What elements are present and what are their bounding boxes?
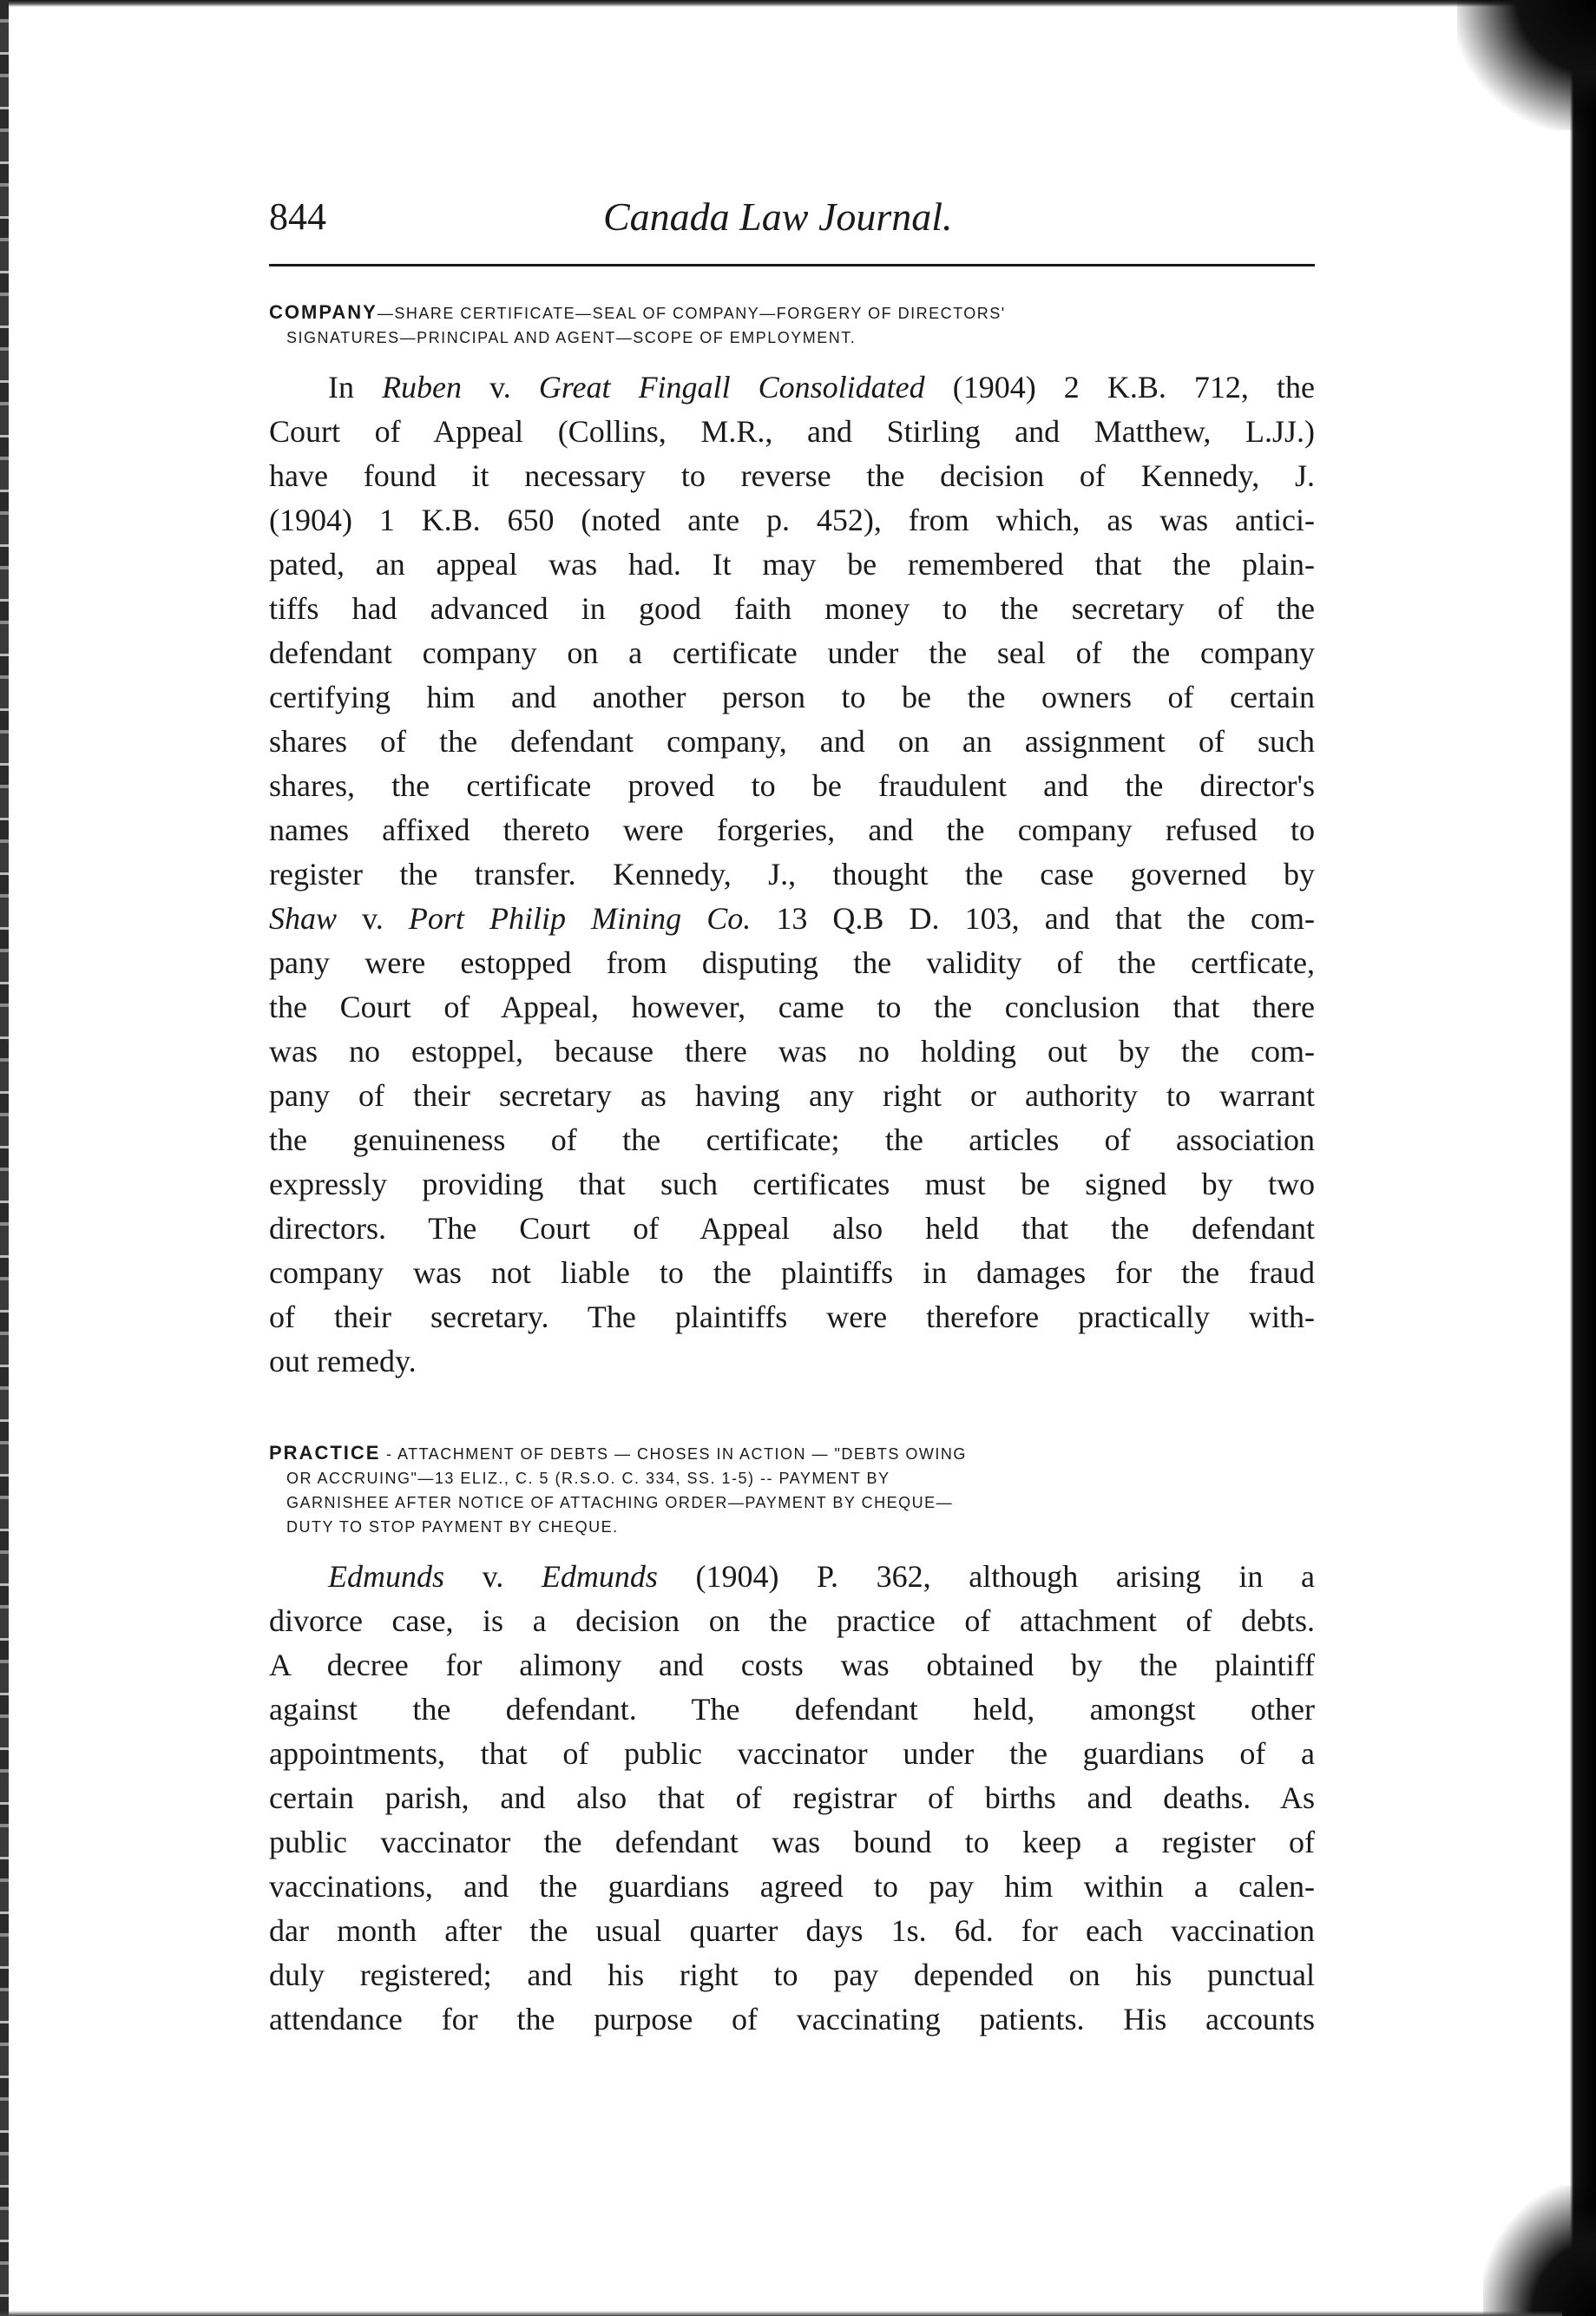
- body-line: attendance for the purpose of vaccinating patients. His accounts: [269, 2002, 1315, 2036]
- body-line: Shaw v. Port Philip Mining Co. 13 Q.B D. 103, and that the com-: [269, 901, 1315, 936]
- scan-edge-left: [0, 0, 9, 2316]
- section-heading-line: GARNISHEE AFTER NOTICE OF ATTACHING ORDER—PAYMENT BY CHEQUE—: [286, 1494, 954, 1511]
- body-line: have found it necessary to reverse the decision of Kennedy, J.: [269, 458, 1315, 493]
- case-name: Edmunds: [541, 1559, 658, 1594]
- case-name: Great Fingall Consolidated: [538, 370, 925, 405]
- section-body: [269, 365, 1315, 1384]
- body-line: appointments, that of public vaccinator under the guardians of a: [269, 1736, 1315, 1771]
- body-line: certifying him and another person to be the owners of certain: [269, 680, 1315, 714]
- body-line: names affixed thereto were forgeries, and the company refused to: [269, 813, 1315, 847]
- body-line: divorce case, is a decision on the practice of attachment of debts.: [269, 1603, 1315, 1638]
- page-number: 844: [269, 195, 326, 238]
- body-line: In Ruben v. Great Fingall Consolidated (1904) 2 K.B. 712, the: [328, 370, 1315, 405]
- scan-edge-right: [1561, 0, 1596, 2316]
- body-line: vaccinations, and the guardians agreed to pay him within a calen-: [269, 1869, 1315, 1904]
- case-name: Edmunds: [328, 1559, 444, 1594]
- body-line: shares, the certificate proved to be fraudulent and the director's: [269, 768, 1315, 803]
- body-line: expressly providing that such certificates must be signed by two: [269, 1167, 1315, 1201]
- section-heading: [269, 300, 1315, 350]
- section-company: [269, 300, 1315, 1384]
- scan-edge-top: [0, 0, 1562, 7]
- section-heading-line: DUTY TO STOP PAYMENT BY CHEQUE.: [286, 1518, 619, 1536]
- scan-edge-right-top: [1457, 0, 1596, 130]
- section-heading-lead: COMPANY: [269, 301, 378, 323]
- journal-title: Canada Law Journal.: [603, 194, 953, 239]
- body-line: pany of their secretary as having any right or authority to warrant: [269, 1078, 1315, 1113]
- body-line: defendant company on a certificate under the seal of the company: [269, 635, 1315, 670]
- scan-edge-right-bottom: [1483, 2186, 1596, 2316]
- body-line: the Court of Appeal, however, came to the conclusion that there: [269, 990, 1315, 1024]
- body-line: shares of the defendant company, and on an assignment of such: [269, 724, 1315, 759]
- journal-page: [269, 191, 1315, 2036]
- case-name: Port Philip Mining Co.: [408, 901, 752, 936]
- body-line: dar month after the usual quarter days 1s. 6d. for each vaccination: [269, 1913, 1315, 1948]
- body-line: (1904) 1 K.B. 650 (noted ante p. 452), from which, as was antici-: [269, 503, 1315, 537]
- body-line: tiffs had advanced in good faith money to the secretary of the: [269, 591, 1315, 626]
- body-line: A decree for alimony and costs was obtained by the plaintiff: [269, 1648, 1315, 1682]
- body-line: against the defendant. The defendant held, amongst other: [269, 1692, 1315, 1727]
- section-heading-lead: PRACTICE: [269, 1442, 381, 1464]
- section-heading: [269, 1441, 1315, 1539]
- body-line: directors. The Court of Appeal also held that the defendant: [269, 1211, 1315, 1246]
- scan-edge-bottom: [0, 2311, 1562, 2316]
- section-heading-line: —SHARE CERTIFICATE—SEAL OF COMPANY—FORGERY OF DIRECTORS': [377, 305, 1006, 322]
- body-line: register the transfer. Kennedy, J., thought the case governed by: [269, 857, 1315, 892]
- section-heading-line: SIGNATURES—PRINCIPAL AND AGENT—SCOPE OF EMPLOYMENT.: [286, 329, 857, 346]
- body-line: Court of Appeal (Collins, M.R., and Stirling and Matthew, L.JJ.): [269, 414, 1315, 449]
- body-line: certain parish, and also that of registrar of births and deaths. As: [269, 1780, 1315, 1815]
- running-head: [269, 191, 1315, 260]
- body-line: out remedy.: [269, 1344, 417, 1378]
- body-line: was no estoppel, because there was no holding out by the com-: [269, 1034, 1315, 1069]
- section-heading-line: - ATTACHMENT OF DEBTS — CHOSES IN ACTION — "DEBTS OWING: [380, 1445, 967, 1463]
- body-line: pany were estopped from disputing the validity of the certficate,: [269, 945, 1315, 980]
- body-line: the genuineness of the certificate; the articles of association: [269, 1122, 1315, 1157]
- body-line: pated, an appeal was had. It may be remembered that the plain-: [269, 547, 1315, 582]
- body-line: public vaccinator the defendant was bound to keep a register of: [269, 1825, 1315, 1859]
- body-line: Edmunds v. Edmunds (1904) P. 362, although arising in a: [328, 1559, 1315, 1594]
- section-practice: [269, 1441, 1315, 2042]
- section-heading-line: OR ACCRUING"—13 ELIZ., C. 5 (R.S.O. C. 334, SS. 1-5) -- PAYMENT BY: [286, 1470, 890, 1487]
- case-name: Ruben: [382, 370, 463, 405]
- body-line: company was not liable to the plaintiffs in damages for the fraud: [269, 1255, 1315, 1290]
- body-line: of their secretary. The plaintiffs were therefore practically with-: [269, 1299, 1315, 1334]
- header-rule: [269, 264, 1315, 266]
- body-line: duly registered; and his right to pay depended on his punctual: [269, 1957, 1315, 1992]
- section-body: [269, 1555, 1315, 2042]
- case-name: Shaw: [269, 901, 338, 936]
